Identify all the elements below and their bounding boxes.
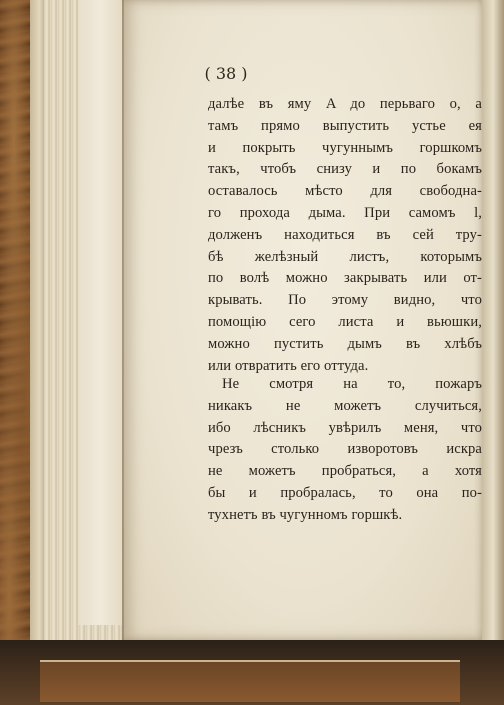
text-line: и покрыть чугуннымъ горшкомъ xyxy=(208,139,482,156)
text-line: по волѣ можно закрывать или от- xyxy=(208,270,482,287)
page-number: ( 38 ) xyxy=(204,64,248,83)
text-line: оставалось мѣсто для свободна- xyxy=(208,183,482,200)
cover-bottom xyxy=(40,660,460,702)
text-line: ибо лѣсникъ увѣрилъ меня, что xyxy=(208,419,482,436)
text-line: можно пустить дымъ въ хлѣбъ xyxy=(208,335,482,352)
text-line: тухнетъ въ чугунномъ горшкѣ. xyxy=(208,506,403,523)
text-line: крывать. По этому видно, что xyxy=(208,292,482,309)
text-line: бы и пробралась, то она по- xyxy=(208,484,482,501)
text-line: бѣ желѣзный листъ, которымъ xyxy=(208,248,482,265)
right-page-edge xyxy=(482,0,504,705)
text-line: чрезъ столько изворотовъ искра xyxy=(208,441,482,458)
text-line: тамъ прямо выпустить устье ея xyxy=(208,117,482,134)
text-line: никакъ не можетъ случиться, xyxy=(208,397,482,414)
text-line: долженъ находиться въ сей тру- xyxy=(208,226,482,243)
text-line: или отвратить его оттуда. xyxy=(208,357,369,374)
text-line: Не смотря на то, пожаръ xyxy=(222,376,482,392)
page-gutter xyxy=(122,0,124,640)
paragraph-1 xyxy=(208,94,482,377)
text-line: помощію сего листа и вьюшки, xyxy=(208,313,482,330)
text-line: не можетъ пробраться, а хотя xyxy=(208,463,482,480)
text-line: далѣе въ яму A до перьваго o, а xyxy=(208,96,482,112)
paragraph-2 xyxy=(208,374,482,527)
text-line: такъ, чтобъ снизу и по бокамъ xyxy=(208,161,482,178)
text-line: го прохода дыма. При самомъ l, xyxy=(208,204,482,221)
